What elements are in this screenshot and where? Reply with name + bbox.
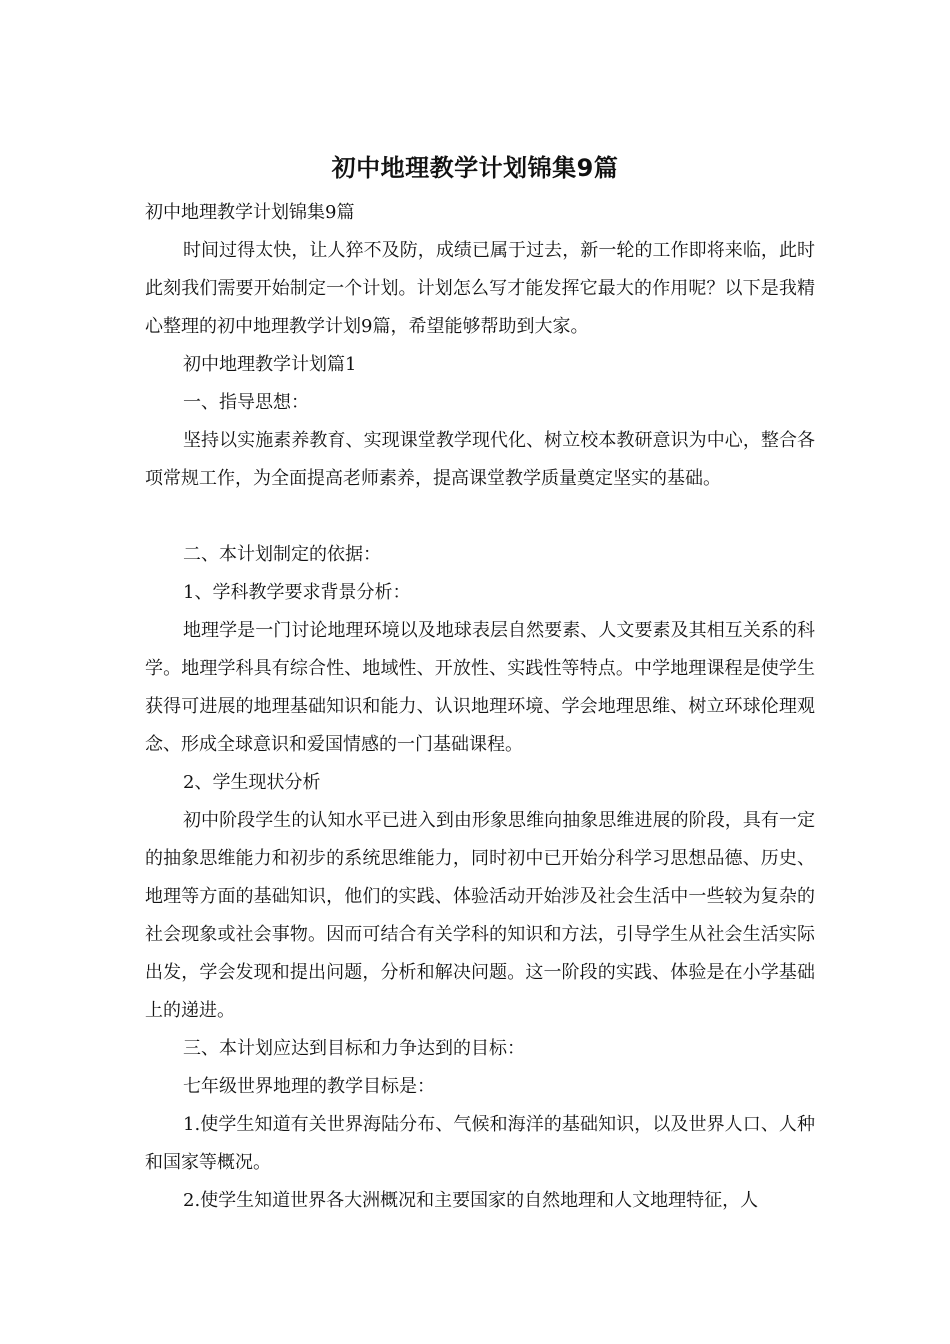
section-heading: 二、本计划制定的依据： xyxy=(183,544,381,565)
section-heading: 1、学科教学要求背景分析： xyxy=(183,582,411,603)
list-item: 1.使学生知道有关世界海陆分布、气候和海洋的基础知识，以及世界人口、人种和国家等概况。 xyxy=(145,1114,815,1173)
section-heading: 三、本计划应达到目标和力争达到的目标： xyxy=(183,1038,525,1059)
document-subtitle: 初中地理教学计划锦集9篇 xyxy=(145,202,355,223)
paragraph: 地理学是一门讨论地理环境以及地球表层自然要素、人文要素及其相互关系的科学。地理学科具有综合性、地域性、开放性、实践性等特点。中学地理课程是使学生获得可进展的地理基础知识和能力、认识地理环境、学会地理思维、树立环球伦理观念、形成全球意识和爱国情感的一门基础课程。 xyxy=(145,620,815,755)
section-heading: 2、学生现状分析 xyxy=(183,772,321,793)
section-heading: 初中地理教学计划篇1 xyxy=(183,354,357,375)
section-heading: 七年级世界地理的教学目标是： xyxy=(183,1076,435,1097)
list-item: 2.使学生知道世界各大洲概况和主要国家的自然地理和人文地理特征，人 xyxy=(183,1190,759,1211)
intro-paragraph: 时间过得太快，让人猝不及防，成绩已属于过去，新一轮的工作即将来临，此时此刻我们需要开始制定一个计划。计划怎么写才能发挥它最大的作用呢？以下是我精心整理的初中地理教学计划9篇，希望能够帮助到大家。 xyxy=(145,240,815,337)
paragraph: 坚持以实施素养教育、实现课堂教学现代化、树立校本教研意识为中心，整合各项常规工作，为全面提高老师素养，提高课堂教学质量奠定坚实的基础。 xyxy=(145,430,815,489)
document-title: 初中地理教学计划锦集9篇 xyxy=(331,154,619,182)
section-heading: 一、指导思想： xyxy=(183,392,309,413)
paragraph: 初中阶段学生的认知水平已进入到由形象思维向抽象思维进展的阶段，具有一定的抽象思维能力和初步的系统思维能力，同时初中已开始分科学习思想品德、历史、地理等方面的基础知识，他们的实践、体验活动开始涉及社会生活中一些较为复杂的社会现象或社会事物。因而可结合有关学科的知识和方法，引导学生从社会生活实际出发，学会发现和提出问题，分析和解决问题。这一阶段的实践、体验是在小学基础上的递进。 xyxy=(145,810,815,1021)
document-body xyxy=(145,194,815,1220)
paragraph-spacer xyxy=(145,498,815,536)
